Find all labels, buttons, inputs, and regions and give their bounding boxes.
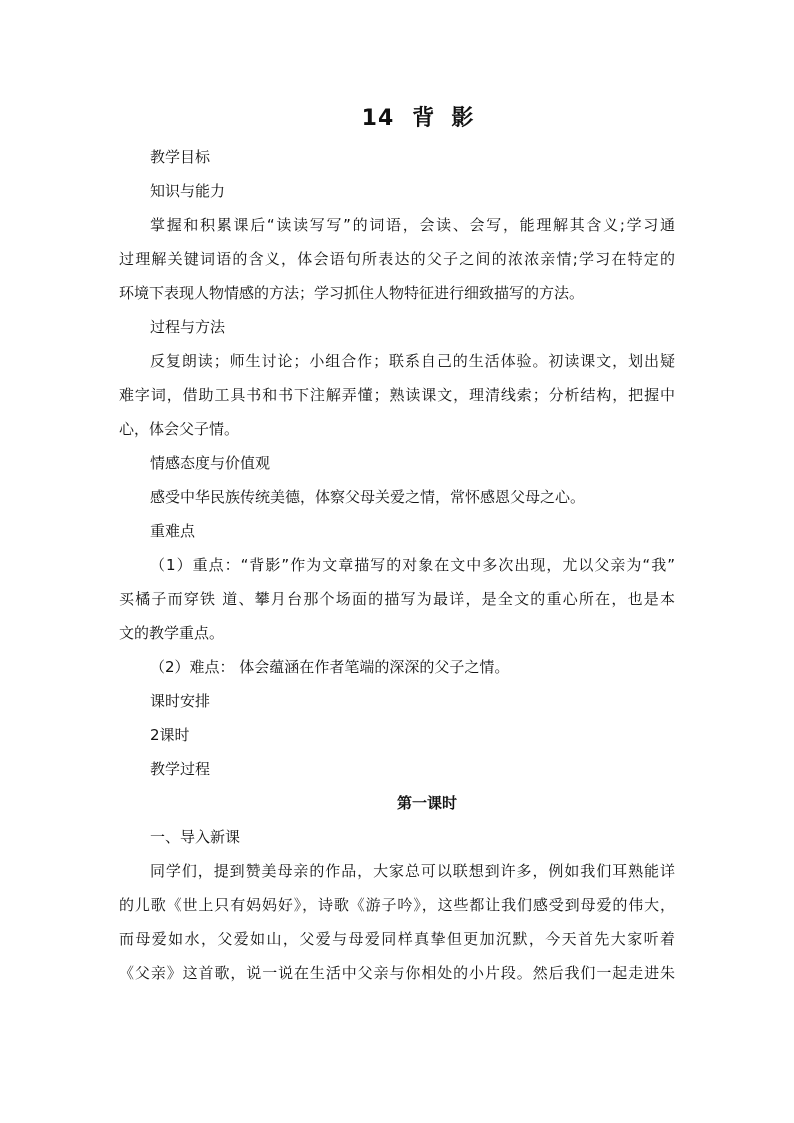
paragraph-line: 过理解关键词语的含义，体会语句所表达的父子之间的浓浓亲情;学习在特定的 bbox=[119, 250, 675, 268]
subheading-emotion: 情感态度与价值观 bbox=[150, 454, 271, 472]
paragraph-line: 难字词，借助工具书和书下注解弄懂；熟读课文，理清线索；分析结构，把握中 bbox=[119, 386, 675, 404]
document-body bbox=[119, 140, 675, 990]
heading-teaching-process: 教学过程 bbox=[150, 760, 211, 778]
paragraph-line: （2）难点： 体会蕴涵在作者笔端的深深的父子之情。 bbox=[150, 658, 510, 676]
subheading-process: 过程与方法 bbox=[150, 318, 226, 336]
schedule-value: 2课时 bbox=[150, 726, 190, 744]
section-first-lesson: 第一课时 bbox=[396, 794, 457, 812]
paragraph-line: 同学们，提到赞美母亲的作品，大家总可以联想到许多，例如我们耳熟能详 bbox=[150, 862, 675, 880]
heading-key-points: 重难点 bbox=[150, 522, 196, 540]
paragraph-line: 环境下表现人物情感的方法；学习抓住人物特征进行细致描写的方法。 bbox=[119, 284, 585, 302]
paragraph-line: 心，体会父子情。 bbox=[119, 420, 240, 438]
paragraph-line: 买橘子而穿铁 道、攀月台那个场面的描写为最详，是全文的重心所在，也是本 bbox=[119, 590, 675, 608]
paragraph-line: 感受中华民族传统美德，体察父母关爱之情，常怀感恩父母之心。 bbox=[150, 488, 586, 506]
title-char-1: 背 bbox=[412, 106, 436, 131]
title-char-2: 影 bbox=[451, 106, 475, 131]
paragraph-line: 掌握和积累课后“读读写写”的词语，会读、会写，能理解其含义;学习通 bbox=[150, 216, 675, 234]
lesson-title bbox=[0, 101, 794, 132]
paragraph-line: 文的教学重点。 bbox=[119, 624, 225, 642]
subheading-knowledge: 知识与能力 bbox=[150, 182, 226, 200]
paragraph-line: （1）重点：“背影”作为文章描写的对象在文中多次出现，尤以父亲为“我” bbox=[150, 556, 675, 574]
paragraph-line: 的儿歌《世上只有妈妈好》，诗歌《游子吟》，这些都让我们感受到母爱的伟大， bbox=[119, 896, 675, 914]
subheading-introduction: 一、导入新课 bbox=[150, 828, 241, 846]
paragraph-line: 反复朗读；师生讨论；小组合作；联系自己的生活体验。初读课文，划出疑 bbox=[150, 352, 675, 370]
paragraph-line: 《父亲》这首歌，说一说在生活中父亲与你相处的小片段。然后我们一起走进朱 bbox=[119, 964, 675, 982]
title-number: 14 bbox=[361, 106, 395, 131]
heading-schedule: 课时安排 bbox=[150, 692, 211, 710]
heading-teaching-goals: 教学目标 bbox=[150, 148, 211, 166]
paragraph-line: 而母爱如水，父爱如山，父爱与母爱同样真挚但更加沉默，今天首先大家听着 bbox=[119, 930, 675, 948]
